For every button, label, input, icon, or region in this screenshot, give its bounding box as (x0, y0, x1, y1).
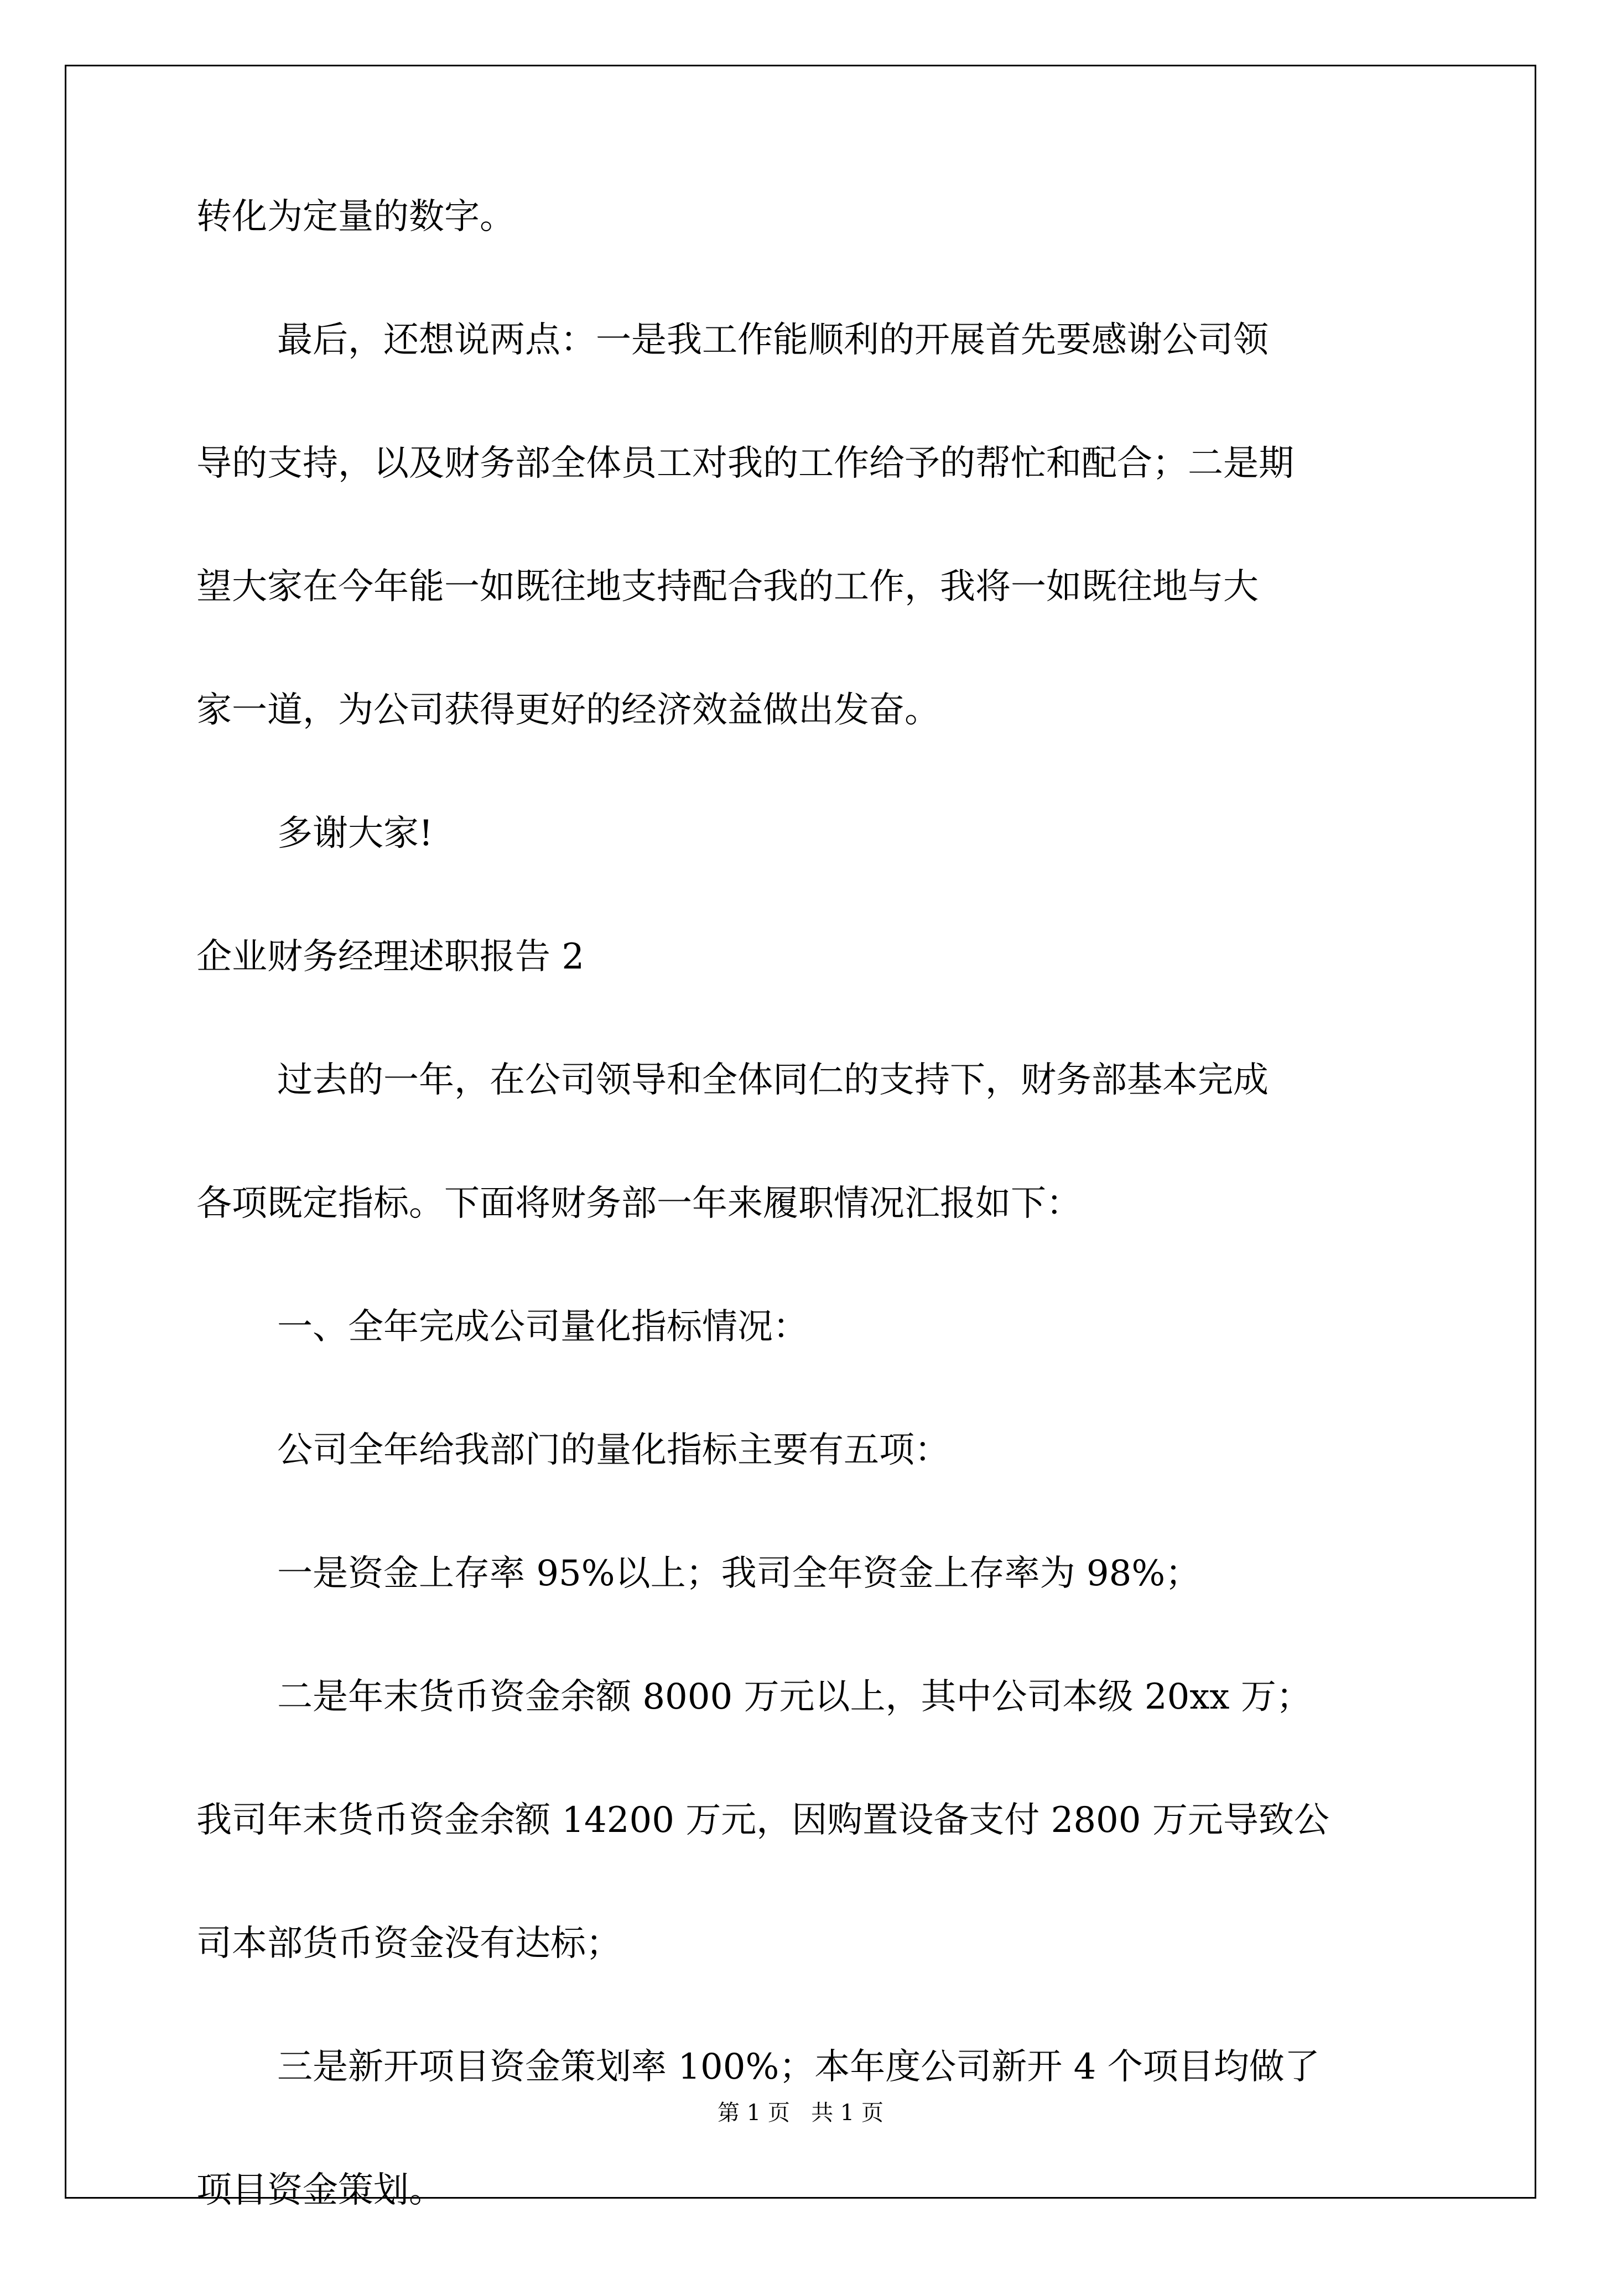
paragraph-line: 导的支持，以及财务部全体员工对我的工作给予的帮忙和配合；二是期 (196, 443, 1294, 484)
paragraph-line: 三是新开项目资金策划率 100%；本年度公司新开 4 个项目均做了 (277, 2047, 1320, 2087)
section-heading: 企业财务经理述职报告 2 (196, 936, 585, 977)
paragraph-line: 家一道，为公司获得更好的经济效益做出发奋。 (196, 690, 940, 731)
paragraph-line: 过去的一年，在公司领导和全体同仁的支持下，财务部基本完成 (277, 1060, 1269, 1101)
paragraph-line: 最后，还想说两点：一是我工作能顺利的开展首先要感谢公司领 (277, 320, 1269, 361)
paragraph-line: 一、全年完成公司量化指标情况： (277, 1306, 808, 1347)
paragraph-line: 转化为定量的数字。 (196, 196, 515, 237)
page-footer: 第 1 页 共 1 页 (718, 2100, 883, 2126)
paragraph-line: 多谢大家! (277, 813, 433, 854)
paragraph-line: 望大家在今年能一如既往地支持配合我的工作，我将一如既往地与大 (196, 566, 1259, 607)
paragraph-line: 二是年末货币资金余额 8000 万元以上，其中公司本级 20xx 万； (277, 1677, 1312, 1717)
paragraph-line: 一是资金上存率 95%以上；我司全年资金上存率为 98%； (277, 1553, 1201, 1594)
paragraph-line: 司本部货币资金没有达标； (196, 1923, 621, 1964)
paragraph-line: 我司年末货币资金余额 14200 万元，因购置设备支付 2800 万元导致公 (196, 1800, 1329, 1841)
paragraph-line: 项目资金策划。 (196, 2170, 444, 2211)
paragraph-line: 公司全年给我部门的量化指标主要有五项： (277, 1430, 950, 1471)
paragraph-line: 各项既定指标。下面将财务部一年来履职情况汇报如下： (196, 1183, 1082, 1224)
document-body (196, 196, 1408, 2296)
